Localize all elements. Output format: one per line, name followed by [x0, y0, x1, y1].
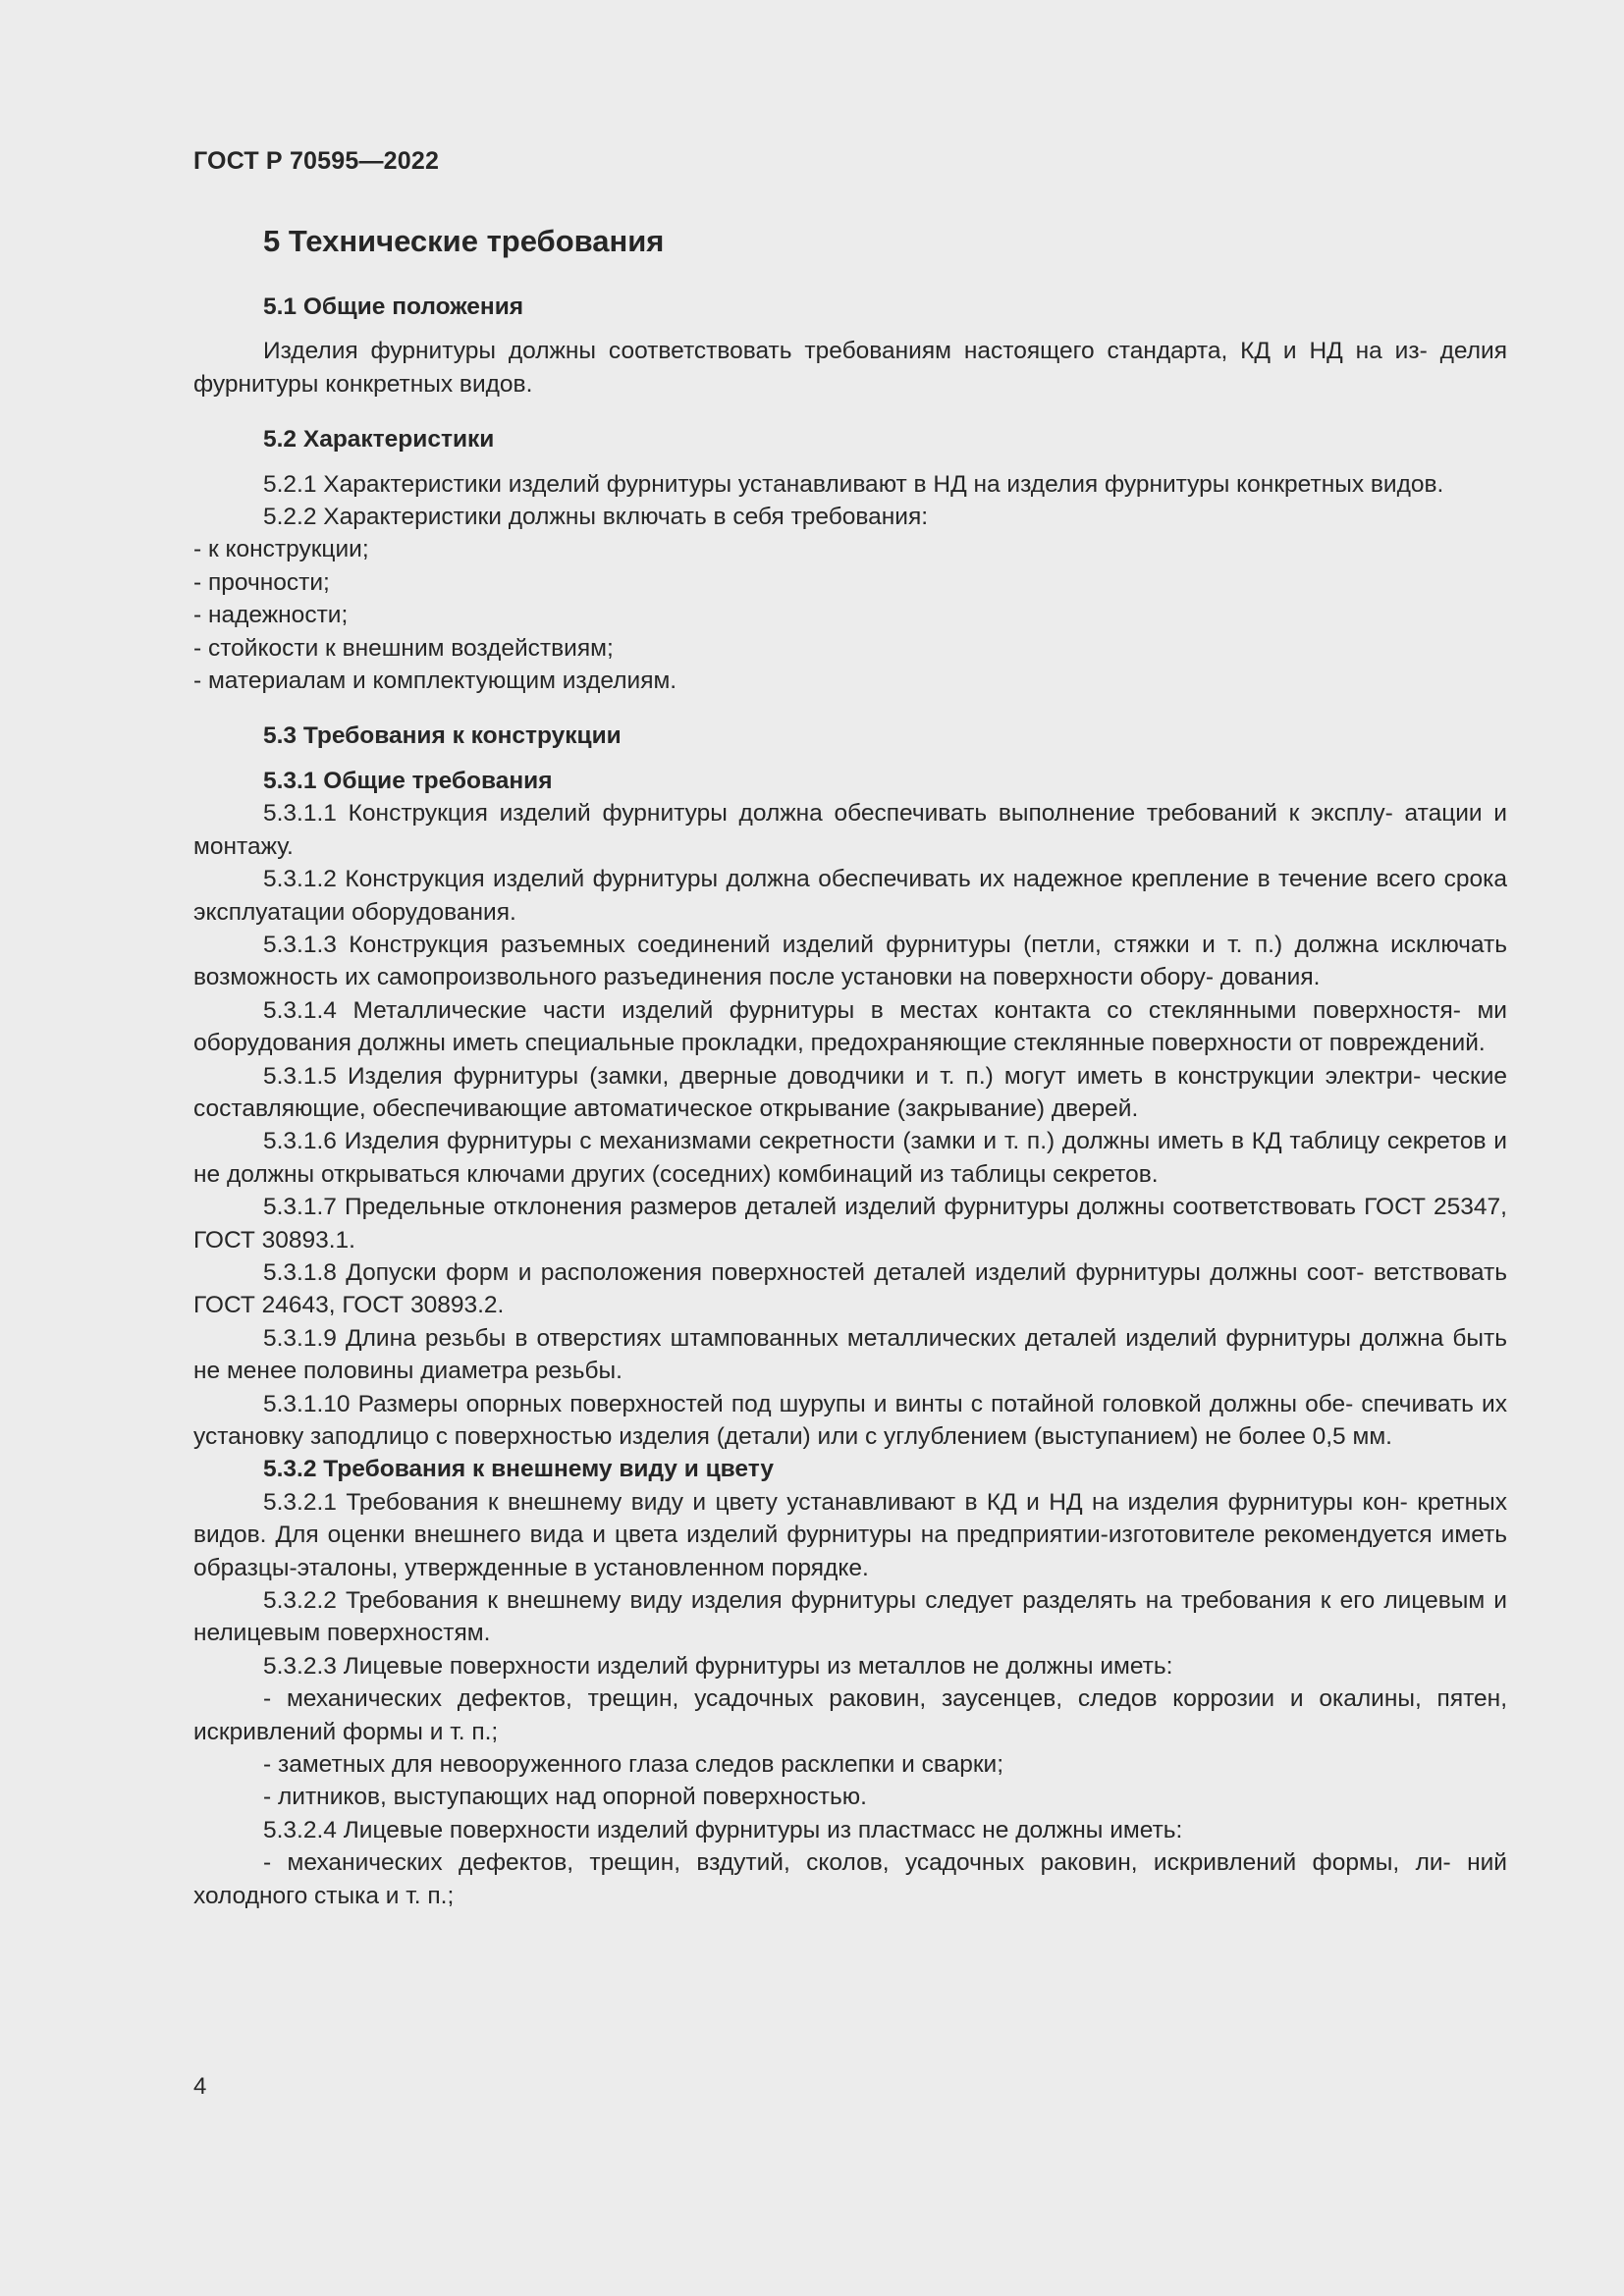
document-code: ГОСТ Р 70595—2022: [193, 147, 440, 175]
paragraph: 5.3.1.10 Размеры опорных поверхностей под шурупы и винты с потайной головкой должны обе- спечивать их установку заподлицо с поверхностью изделия (детали) или с углублением (выступанием) не более 0,5 мм.: [193, 1390, 1507, 1450]
paragraph-5-2-2: 5.2.2 Характеристики должны включать в себя требования:: [263, 504, 929, 531]
paragraph: 5.3.1.1 Конструкция изделий фурнитуры должна обеспечивать выполнение требований к эксплу- атации и монтажу.: [193, 800, 1507, 860]
page-number: 4: [193, 2073, 207, 2100]
paragraph: 5.3.1.4 Металлические части изделий фурнитуры в местах контакта со стеклянными поверхностя- ми оборудования должны иметь специальные прокладки, предохраняющие стеклянные поверхности от повреждений.: [193, 996, 1507, 1057]
list-item: - прочности;: [193, 568, 330, 596]
paragraph: 5.3.1.2 Конструкция изделий фурнитуры должна обеспечивать их надежное крепление в течение всего срока эксплуатации оборудования.: [193, 866, 1507, 926]
list-item: - надежности;: [193, 602, 349, 629]
paragraph: 5.3.1.3 Конструкция разъемных соединений изделий фурнитуры (петли, стяжки и т. п.) должна исключать возможность их самопроизвольного разъединения после установки на поверхности обору- дования.: [193, 931, 1507, 991]
list-item: - литников, выступающих над опорной поверхностью.: [263, 1784, 867, 1811]
list-item: - стойкости к внешним воздействиям;: [193, 634, 614, 662]
document-body: [193, 222, 1507, 1912]
subsection-title-5-3-1: 5.3.1 Общие требования: [263, 767, 553, 794]
paragraph: 5.3.2.4 Лицевые поверхности изделий фурнитуры из пластмасс не должны иметь:: [263, 1816, 1183, 1843]
paragraph-5-2-1: 5.2.1 Характеристики изделий фурнитуры устанавливают в НД на изделия фурнитуры конкретных видов.: [263, 470, 1444, 498]
subsection-title-5-2: 5.2 Характеристики: [263, 426, 495, 454]
subsection-title-5-3-2: 5.3.2 Требования к внешнему виду и цвету: [263, 1456, 774, 1483]
paragraph: 5.3.1.5 Изделия фурнитуры (замки, дверные доводчики и т. п.) могут иметь в конструкции электри- ческие составляющие, обеспечивающие автоматическое открывание (закрывание) дверей.: [193, 1062, 1507, 1122]
paragraph: 5.3.1.7 Предельные отклонения размеров деталей изделий фурнитуры должны соответствовать ГОСТ 25347, ГОСТ 30893.1.: [193, 1194, 1507, 1254]
list-item: - механических дефектов, трещин, вздутий, сколов, усадочных раковин, искривлений формы, ли- ний холодного стыка и т. п.;: [193, 1849, 1507, 1909]
paragraph-5-1: Изделия фурнитуры должны соответствовать требованиям настоящего стандарта, КД и НД на из- делия фурнитуры конкретных видов.: [193, 338, 1507, 398]
paragraph: 5.3.1.8 Допуски форм и расположения поверхностей деталей изделий фурнитуры должны соот- ветствовать ГОСТ 24643, ГОСТ 30893.2.: [193, 1258, 1507, 1319]
list-item: - заметных для невооруженного глаза следов расклепки и сварки;: [263, 1751, 1004, 1779]
list-item: - материалам и комплектующим изделиям.: [193, 667, 677, 695]
paragraph: 5.3.1.9 Длина резьбы в отверстиях штампованных металлических деталей изделий фурнитуры должна быть не менее половины диаметра резьбы.: [193, 1324, 1507, 1385]
paragraph: 5.3.2.2 Требования к внешнему виду изделия фурнитуры следует разделять на требования к его лицевым и нелицевым поверхностям.: [193, 1587, 1507, 1647]
list-item: - к конструкции;: [193, 536, 369, 563]
paragraph: 5.3.2.1 Требования к внешнему виду и цвету устанавливают в КД и НД на изделия фурнитуры кон- кретных видов. Для оценки внешнего вида и цвета изделий фурнитуры на предприятии-изготовителе рекомендуется иметь образцы-эталоны, утвержденные в установленном порядке.: [193, 1488, 1507, 1581]
section-title: 5 Технические требования: [263, 224, 665, 258]
list-item: - механических дефектов, трещин, усадочных раковин, заусенцев, следов коррозии и окалины, пятен, искривлений формы и т. п.;: [193, 1685, 1507, 1745]
subsection-title-5-3: 5.3 Требования к конструкции: [263, 722, 622, 750]
paragraph: 5.3.1.6 Изделия фурнитуры с механизмами секретности (замки и т. п.) должны иметь в КД таблицу секретов и не должны открываться ключами других (соседних) комбинаций из таблицы секретов.: [193, 1128, 1507, 1188]
subsection-title-5-1: 5.1 Общие положения: [263, 294, 524, 320]
paragraph: 5.3.2.3 Лицевые поверхности изделий фурнитуры из металлов не должны иметь:: [263, 1652, 1173, 1680]
